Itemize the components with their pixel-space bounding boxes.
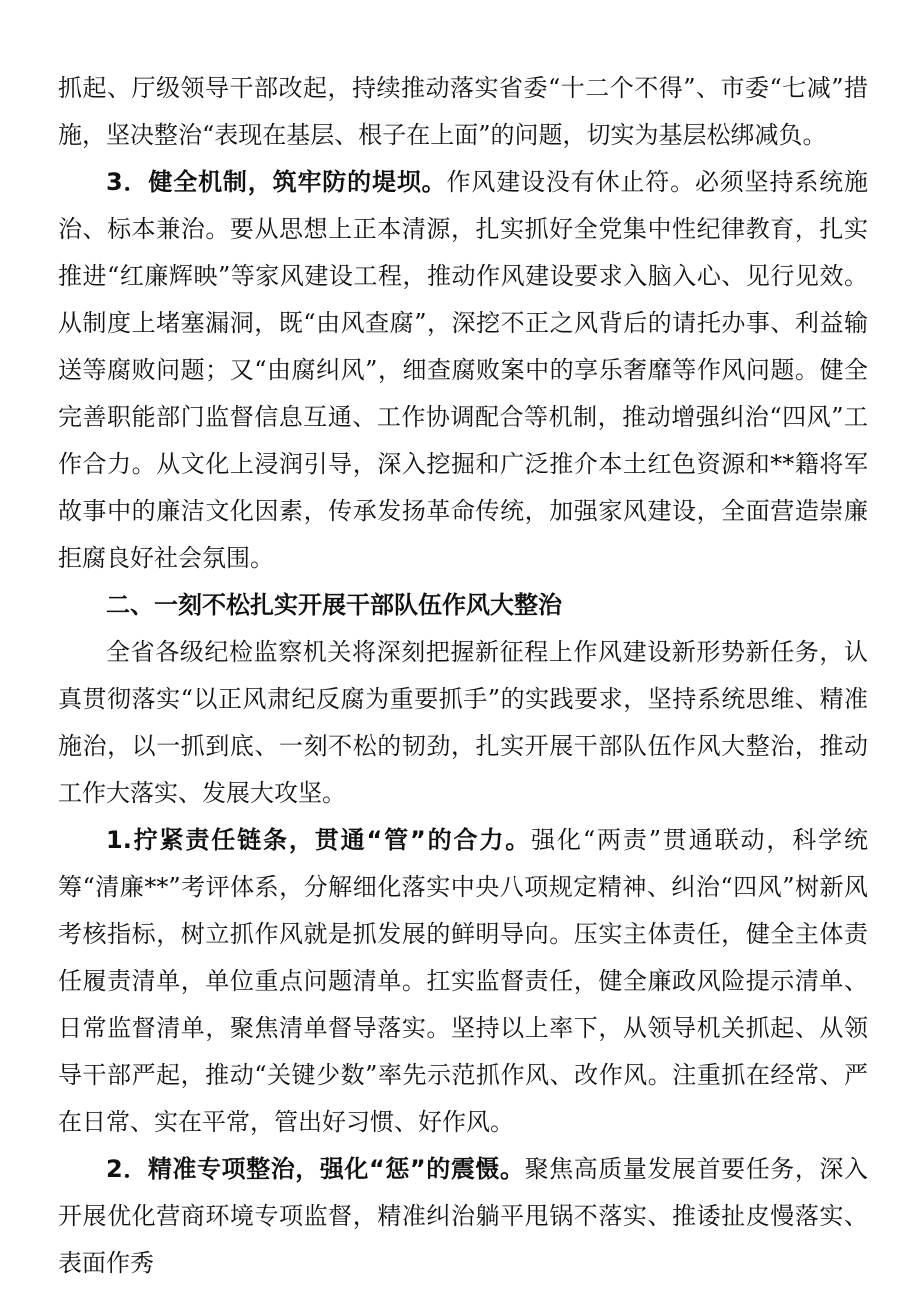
paragraph-section-3: [58, 159, 868, 582]
paragraph-continued: [58, 65, 868, 159]
paragraph-item-1: [58, 817, 868, 1146]
paragraph-item-2: [58, 1146, 868, 1287]
paragraph-intro: [58, 629, 868, 817]
paragraph-text: 强化“两责”贯通联动，科学统筹“清廉**”考评体系，分解细化落实中央八项规定精神、纠治“四风”树新风考核指标，树立抓作风就是抓发展的鲜明导向。压实主体责任，健全主体责任履责清单，单位重点问题清单。扛实监督责任，健全廉政风险提示清单、日常监督清单，聚焦清单督导落实。坚持以上率下，从领导机关抓起、从领导干部严起，推动“关键少数”率先示范抓作风、改作风。注重抓在经常、严在日常、实在平常，管出好习惯、好作风。: [58, 826, 868, 1136]
paragraph-lead: 1.拧紧责任链条，贯通“管”的合力。: [106, 826, 532, 854]
paragraph-text: 作风建设没有休止符。必须坚持系统施治、标本兼治。要从思想上正本清源，扎实抓好全党集中性纪律教育，扎实推进“红廉辉映”等家风建设工程，推动作风建设要求入脑入心、见行见效。从制度上堵塞漏洞，既“由风查腐”，深挖不正之风背后的请托办事、利益输送等腐败问题；又“由腐纠风”，细查腐败案中的享乐奢靡等作风问题。健全完善职能部门监督信息互通、工作协调配合等机制，推动增强纠治“四风”工作合力。从文化上浸润引导，深入挖掘和广泛推介本土红色资源和**籍将军故事中的廉洁文化因素，传承发扬革命传统，加强家风建设，全面营造崇廉拒腐良好社会氛围。: [58, 168, 869, 572]
paragraph-text: 抓起、厅级领导干部改起，持续推动落实省委“十二个不得”、市委“七减”措施，坚决整治“表现在基层、根子在上面”的问题，切实为基层松绑减负。: [58, 74, 868, 149]
section-heading: 二、一刻不松扎实开展干部队伍作风大整治: [106, 591, 562, 619]
paragraph-lead: 2．精准专项整治，强化“惩”的震慑。: [106, 1155, 525, 1183]
paragraph-text: 聚焦高质量发展首要任务，深入开展优化营商环境专项监督，精准纠治躺平甩锅不落实、推诿扯皮慢落实、表面作秀: [58, 1155, 869, 1277]
paragraph-lead: 3．健全机制，筑牢防的堤坝。: [106, 168, 447, 196]
paragraph-text: 全省各级纪检监察机关将深刻把握新征程上作风建设新形势新任务，认真贯彻落实“以正风肃纪反腐为重要抓手”的实践要求，坚持系统思维、精准施治，以一抓到底、一刻不松的韧劲，扎实开展干部队伍作风大整治，推动工作大落实、发展大攻坚。: [58, 638, 868, 807]
